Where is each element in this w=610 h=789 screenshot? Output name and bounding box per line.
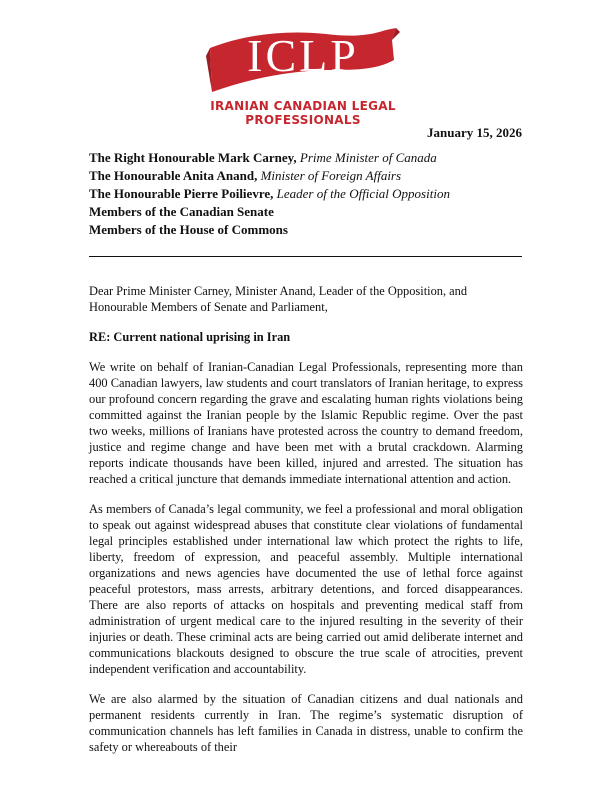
body-paragraph: We write on behalf of Iranian-Canadian Legal Professionals, representing more than 400 Canadian lawyers, law students and court translators of Iranian heritage, to express our profound concern regarding the grave and escalating human rights violations being committed against the Iranian people by the Islamic Republic regime. Over the past two weeks, millions of Iranians have protested across the country to demand freedom, justice and regime change and have been met with a brutal crackdown. Alarming reports indicate thousands have been killed, injured and arrested. The situation has reached a critical juncture that demands immediate international attention and action. — [89, 360, 523, 486]
org-name-line-2: PROFESSIONALS — [245, 113, 361, 127]
recipient-name: The Honourable Anita Anand, — [89, 168, 258, 183]
recipient-line — [89, 203, 529, 221]
letter-body — [89, 283, 523, 769]
subject-line: RE: Current national uprising in Iran — [89, 330, 291, 344]
recipient-title: Leader of the Official Opposition — [276, 186, 450, 201]
logo-banner-graphic — [206, 26, 400, 98]
recipient-title: Prime Minister of Canada — [299, 150, 437, 165]
recipient-line — [89, 167, 529, 185]
recipient-name: Members of the House of Commons — [89, 222, 288, 237]
org-name-line-1: IRANIAN CANADIAN LEGAL — [210, 99, 396, 113]
header-divider — [89, 256, 522, 257]
salutation: Dear Prime Minister Carney, Minister Anand, Leader of the Opposition, and Honourable Members of Senate and Parliament, — [89, 284, 468, 314]
recipient-line — [89, 185, 529, 203]
recipient-line — [89, 149, 529, 167]
recipient-name: Members of the Canadian Senate — [89, 204, 274, 219]
logo-wordmark: ICLP — [247, 30, 359, 81]
recipient-list — [89, 149, 529, 239]
recipient-name: The Right Honourable Mark Carney, — [89, 150, 297, 165]
body-paragraph: We are also alarmed by the situation of Canadian citizens and dual nationals and permanent residents currently in Iran. The regime’s systematic disruption of communication channels has left families in Canada in distress, unable to confirm the safety or whereabouts of their — [89, 692, 523, 754]
letter-date: January 15, 2026 — [427, 125, 522, 140]
recipient-line — [89, 221, 529, 239]
body-paragraph: As members of Canada’s legal community, we feel a professional and moral obligation to speak out against widespread abuses that constitute clear violations of fundamental legal principles established under international law which protect the rights to life, liberty, freedom of expression, and peaceful assembly. Multiple international organizations and news agencies have documented the use of lethal force against peaceful protestors, mass arrests, arbitrary detentions, and forced disappearances. There are also reports of attacks on hospitals and preventing medical staff from administration of urgent medical care to the injured resulting in the severity of their injuries or death. These criminal acts are being carried out amid deliberate internet and communications blackouts designed to obscure the true scale of atrocities, prevent independent verification and accountability. — [89, 502, 523, 676]
recipient-title: Minister of Foreign Affairs — [260, 168, 402, 183]
recipient-name: The Honourable Pierre Poilievre, — [89, 186, 274, 201]
